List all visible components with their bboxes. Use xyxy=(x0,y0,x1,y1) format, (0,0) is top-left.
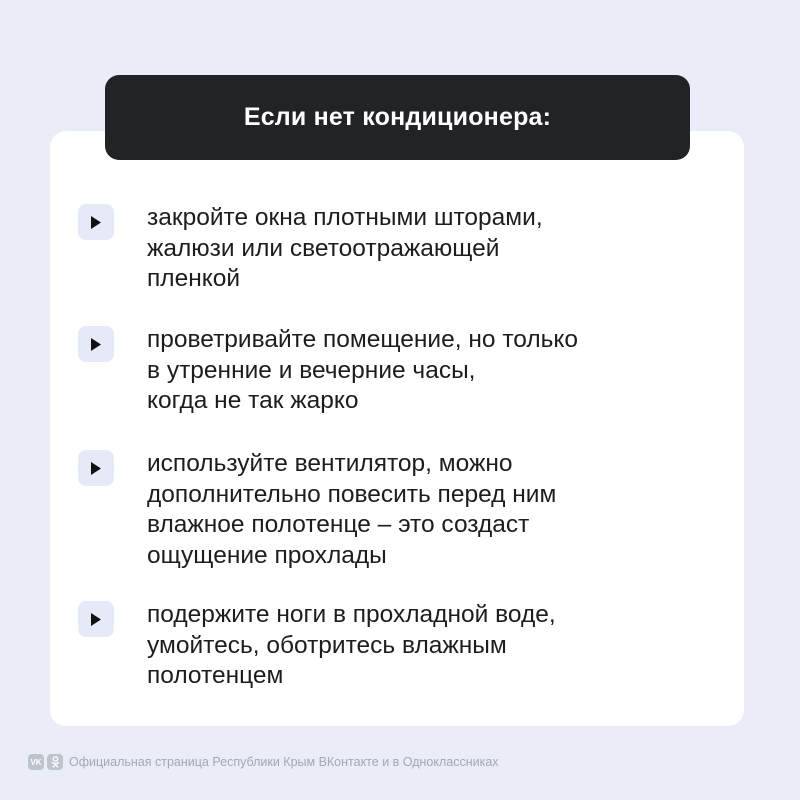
header-banner xyxy=(105,75,690,160)
list-item xyxy=(78,600,667,692)
list-item-text: подержите ноги в прохладной воде, умойтесь, оботритесь влажным полотенцем xyxy=(147,601,556,689)
odnoklassniki-icon[interactable] xyxy=(47,754,63,770)
list-item xyxy=(78,449,667,571)
footer-text: Официальная страница Республики Крым ВКонтакте и в Одноклассниках xyxy=(69,755,499,769)
list-item-text: используйте вентилятор, можно дополнительно повесить перед ним влажное полотенце – это создаст ощущение прохлады xyxy=(147,450,557,569)
vk-icon[interactable]: VK xyxy=(28,754,44,770)
play-arrow-icon xyxy=(78,450,114,486)
list-item-text: закройте окна плотными шторами, жалюзи или светоотражающей пленкой xyxy=(147,204,543,292)
page-title: Если нет кондиционера: xyxy=(243,103,552,131)
play-arrow-icon xyxy=(78,601,114,637)
play-arrow-icon xyxy=(78,326,114,362)
list-item-text: проветривайте помещение, но только в утренние и вечерние часы, когда не так жарко xyxy=(147,326,579,414)
list-item xyxy=(78,325,667,417)
footer xyxy=(28,752,499,772)
play-arrow-icon xyxy=(78,204,114,240)
list-item xyxy=(78,203,667,295)
